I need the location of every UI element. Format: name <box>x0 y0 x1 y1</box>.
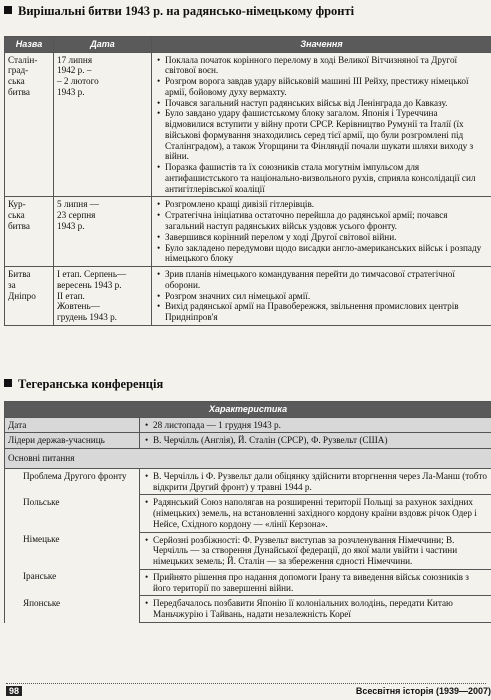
list-item: • Передбачалось позбавити Японію її колоніальних володінь, передати Китаю Маньчжурію і Тайвань, надати незалежність Кореї <box>153 598 488 620</box>
list-item: • В. Черчілль і Ф. Рузвельт дали обіцянку здійснити вторгнення через Ла-Манш (тобто відкрити Другий фронт) у травні 1944 р. <box>153 471 488 493</box>
list-item: • Поклала початок корінного перелому в ході Великої Вітчизняної та Другої світової воєн. <box>165 55 488 77</box>
issue-label: Проблема Другого фронту <box>5 468 140 495</box>
list-item: • 28 листопада — 1 грудня 1943 р. <box>153 420 488 431</box>
list-item: • Прийнято рішення про надання допомоги Ірану та виведення військ союзників з його території по завершенні війни. <box>153 572 488 594</box>
table-row <box>5 433 491 449</box>
issue-label: Німецьке <box>5 532 140 569</box>
issue-label: Японське <box>5 596 140 623</box>
list-item: • Завершився корінний перелом у ході Другої світової війни. <box>165 232 488 243</box>
footer-divider <box>6 683 486 684</box>
page-footer <box>0 683 491 700</box>
issue-value <box>140 468 491 495</box>
date-value <box>140 417 491 433</box>
issue-value <box>140 495 491 532</box>
issue-label: Польське <box>5 495 140 532</box>
main-issues-label: Основні питання <box>5 449 491 469</box>
issue-value <box>140 569 491 596</box>
col-header-date: Дата <box>54 37 152 53</box>
section2-title-text: Тегеранська конференція <box>18 377 164 391</box>
section2-title <box>4 377 163 392</box>
list-item: • Серйозні розбіжності: Ф. Рузвельт виступав за розчленування Німеччини; В. Черчілль — за створення Дунайської федерації, до якої мали увійти і частини німецьких земель; Й. Сталін — за збереження єдності Німеччини. <box>153 535 488 567</box>
col-header-meaning: Значення <box>152 37 491 53</box>
leaders-value <box>140 433 491 449</box>
table-row <box>5 468 491 495</box>
list-item: • Розгромлено кращі дивізії гітлерівців. <box>165 199 488 210</box>
table-row <box>5 197 491 267</box>
list-item: • Поразка фашистів та їх союзників стала могутнім імпульсом для антифашистського та національно-визвольного рухів, сприяла консолідації сил антигітлерівської коаліції <box>165 162 488 194</box>
battle-meaning <box>152 52 491 197</box>
table-row <box>5 267 491 326</box>
tehran-header: Характеристика <box>5 402 491 418</box>
book-title: Всесвітня історія (1939—2007) <box>355 686 491 696</box>
table-row <box>5 449 491 469</box>
battle-date: 17 липня 1942 р. – – 2 лютого 1943 р. <box>54 52 152 197</box>
leaders-label: Лідери держав-учасниць <box>5 433 140 449</box>
list-item: • Почався загальний наступ радянських військ від Ленінграда до Кавказу. <box>165 98 488 109</box>
page-number: 98 <box>6 686 22 696</box>
issue-value <box>140 596 491 623</box>
table-row <box>5 596 491 623</box>
battle-name: Кур- ська битва <box>5 197 54 267</box>
table-row <box>5 495 491 532</box>
section1-title-text: Вирішальні битви 1943 р. на радянсько-німецькому фронті <box>18 4 355 18</box>
battle-date: 5 липня — 23 серпня 1943 р. <box>54 197 152 267</box>
battle-name: Сталін- град- ська битва <box>5 52 54 197</box>
list-item: • Радянський Союз наполягав на розширенні території Польщі за рахунок західних (німецьких) земель, на встановленні західного кордону країни вздовж річок Одер і Нейсе, Східного кордону — «лінії Керзона». <box>153 497 488 529</box>
list-item: • Розгром ворога завдав удару військовій машині ІІІ Рейху, престижу німецької армії, бойовому духу вермахту. <box>165 76 488 98</box>
section1-title <box>4 4 354 19</box>
section-square-icon <box>4 379 12 387</box>
list-item: • Стратегічна ініціатива остаточно перейшла до радянської армії; почався загальний наступ радянських військ уздовж усього фронту. <box>165 210 488 232</box>
battle-name: Битва за Дніпро <box>5 267 54 326</box>
section-square-icon <box>4 6 12 14</box>
table-row <box>5 417 491 433</box>
battles-table <box>4 36 491 326</box>
list-item: • Було закладено передумови щодо висадки англо-американських військ і розпаду німецького блоку <box>165 243 488 265</box>
list-item: • Вихід радянської армії на Правобережжя, звільнення промислових центрів Придніпров'я <box>165 301 488 323</box>
issue-label: Іранське <box>5 569 140 596</box>
battle-meaning <box>152 197 491 267</box>
table-row <box>5 532 491 569</box>
tehran-table <box>4 401 491 623</box>
col-header-name: Назва <box>5 37 54 53</box>
list-item: • Розгром значних сил німецької армії. <box>165 291 488 302</box>
date-label: Дата <box>5 417 140 433</box>
issue-value <box>140 532 491 569</box>
list-item: • Зрив планів німецького командування перейти до тимчасової стратегічної оборони. <box>165 269 488 291</box>
list-item: • В. Черчілль (Англія), Й. Сталін (СРСР), Ф. Рузвельт (США) <box>153 435 488 446</box>
table-row <box>5 569 491 596</box>
battle-meaning <box>152 267 491 326</box>
table-row <box>5 52 491 197</box>
battle-date: І етап. Серпень— вересень 1943 р. ІІ етап. Жовтень— грудень 1943 р. <box>54 267 152 326</box>
list-item: • Було завдано удару фашистському блоку загалом. Японія і Туреччина відмовилися вступити у війну проти СРСР. Керівництво Румунії та Італії (їх військові формування знаходились серед тієї армії, що були розгромлені під Сталінградом), а також Угорщини та Фінляндії почали шукати шляхи виходу з війни. <box>165 108 488 162</box>
